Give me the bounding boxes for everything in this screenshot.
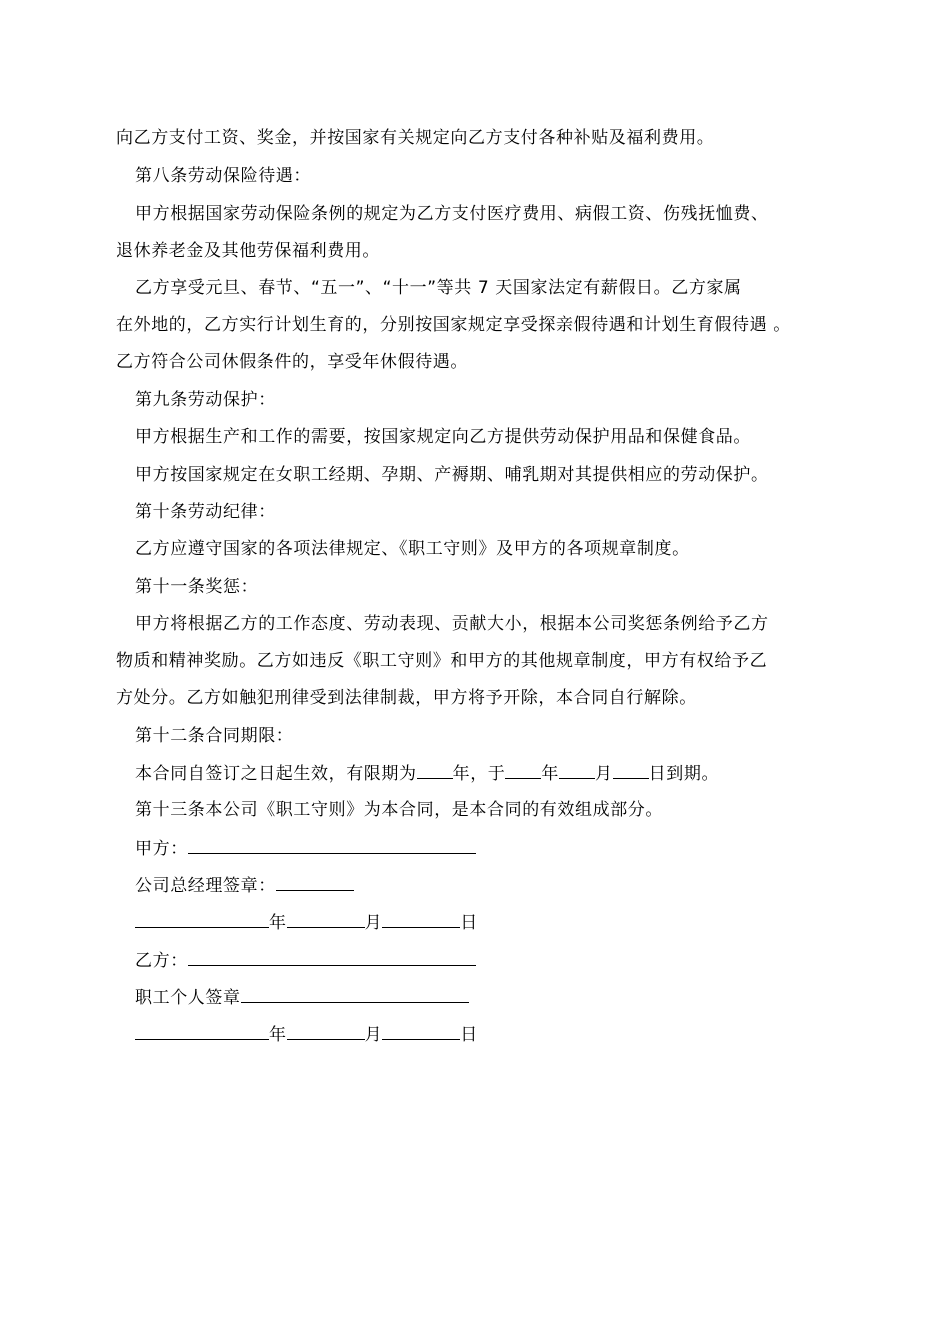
date-b-year-label: 年 (269, 1025, 287, 1045)
gm-sign-label: 公司总经理签章： (135, 876, 276, 896)
end-day-blank[interactable] (613, 762, 649, 779)
paragraph-line: 甲方将根据乙方的工作态度、劳动表现、贡献大小，根据本公司奖惩条例给予乙方 (135, 614, 769, 634)
article-13-heading: 第十三条本公司《职工守则》为本合同，是本合同的有效组成部分。 (135, 800, 663, 820)
paragraph-line: 甲方根据国家劳动保险条例的规定为乙方支付医疗费用、病假工资、伤残抚恤费、 (135, 204, 769, 224)
term-prefix: 本合同自签订之日起生效，有限期为 (135, 764, 417, 784)
party-b-label: 乙方： (135, 951, 188, 971)
date-b-month-blank[interactable] (287, 1023, 365, 1040)
end-year-blank[interactable] (505, 762, 541, 779)
date-a-day-blank[interactable] (382, 911, 460, 928)
date-a-day-label: 日 (460, 913, 478, 933)
date-a-year-blank[interactable] (135, 911, 269, 928)
date-b-year-blank[interactable] (135, 1023, 269, 1040)
date-a-year-label: 年 (269, 913, 287, 933)
article-9-heading: 第九条劳动保护： (135, 390, 276, 410)
paragraph-line: 甲方根据生产和工作的需要，按国家规定向乙方提供劳动保护用品和保健食品。 (135, 427, 751, 447)
paragraph-line: 退休养老金及其他劳保福利费用。 (116, 241, 380, 261)
article-12-heading: 第十二条合同期限： (135, 726, 294, 746)
date-line-a (135, 911, 478, 934)
term-years-blank[interactable] (417, 762, 453, 779)
employee-sign-line (135, 986, 469, 1009)
employee-sign-label: 职工个人签章 (135, 988, 241, 1008)
paragraph-line: 方处分。乙方如触犯刑律受到法律制裁，甲方将予开除，本合同自行解除。 (116, 688, 697, 708)
date-a-month-blank[interactable] (287, 911, 365, 928)
gm-sign-line (135, 874, 354, 897)
term-year-label: 年，于 (452, 764, 506, 784)
end-day-label: 日到期。 (648, 764, 720, 784)
article-8-heading: 第八条劳动保险待遇： (135, 166, 311, 186)
date-b-day-blank[interactable] (382, 1023, 460, 1040)
paragraph-line: 物质和精神奖励。乙方如违反《职工守则》和甲方的其他规章制度，甲方有权给予乙 (116, 651, 768, 671)
party-a-line (135, 837, 476, 860)
paragraph-line: 在外地的，乙方实行计划生育的，分别按国家规定享受探亲假待遇和计划生育假待遇 。 (116, 315, 791, 335)
employee-sign-blank[interactable] (241, 986, 469, 1003)
date-line-b (135, 1023, 478, 1046)
party-a-label: 甲方： (135, 839, 188, 859)
article-11-heading: 第十一条奖惩： (135, 577, 259, 597)
end-month-label: 月 (595, 764, 613, 784)
date-a-month-label: 月 (364, 913, 383, 933)
paragraph-line: 乙方符合公司休假条件的，享受年休假待遇。 (116, 352, 468, 372)
paragraph-line: 甲方按国家规定在女职工经期、孕期、产褥期、哺乳期对其提供相应的劳动保护。 (135, 465, 769, 485)
date-b-day-label: 日 (460, 1025, 478, 1045)
article-10-heading: 第十条劳动纪律： (135, 502, 276, 522)
term-line (135, 762, 719, 785)
end-year-label: 年 (541, 764, 560, 784)
party-b-line (135, 949, 476, 972)
end-month-blank[interactable] (559, 762, 595, 779)
gm-sign-blank[interactable] (276, 874, 354, 891)
paragraph-line: 向乙方支付工资、奖金，并按国家有关规定向乙方支付各种补贴及福利费用。 (116, 128, 715, 148)
date-b-month-label: 月 (364, 1025, 383, 1045)
paragraph-line: 乙方应遵守国家的各项法律规定、《职工守则》及甲方的各项规章制度。 (135, 539, 690, 559)
party-a-blank[interactable] (188, 837, 476, 854)
party-b-blank[interactable] (188, 949, 476, 966)
paragraph-line: 乙方享受元旦、春节、“五一”、“十一”等共 7 天国家法定有薪假日。乙方家属 (135, 278, 742, 298)
